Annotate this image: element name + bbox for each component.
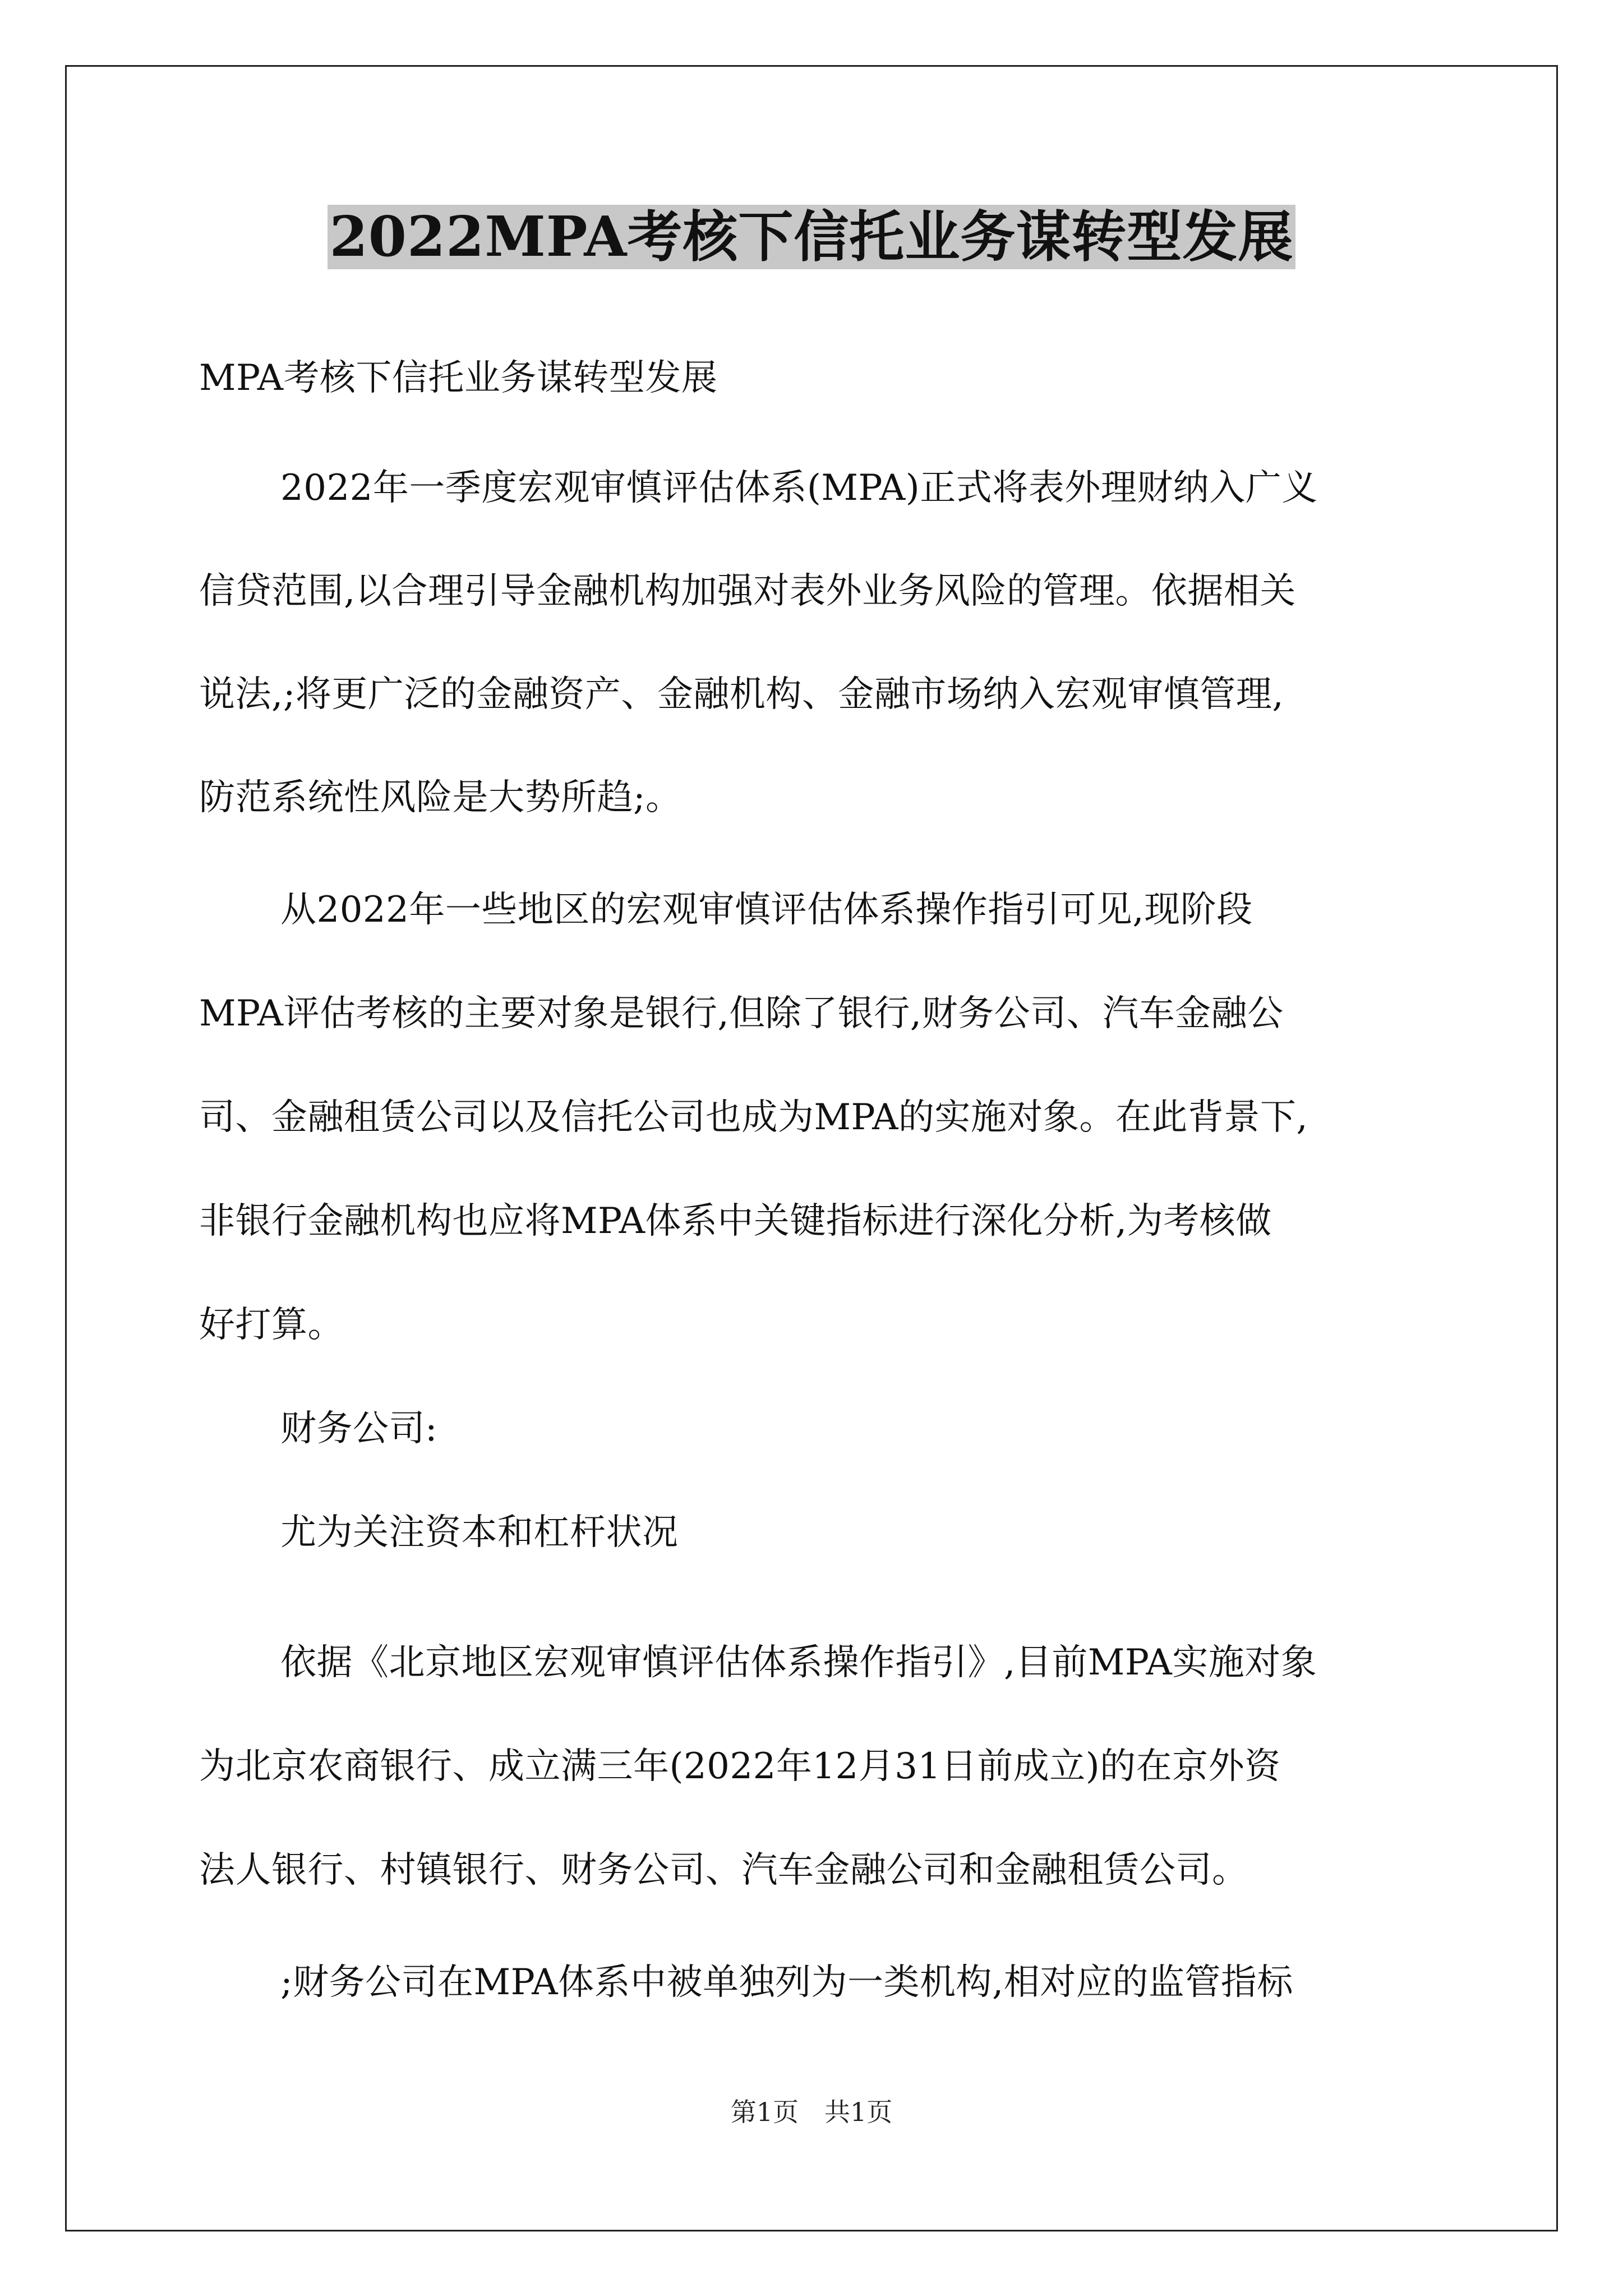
document-title xyxy=(0,195,1623,279)
document-title-text: 2022MPA考核下信托业务谋转型发展 xyxy=(328,205,1296,269)
paragraph-2-line-4: 非银行金融机构也应将MPA体系中关键指标进行深化分析,为考核做 xyxy=(199,1200,1272,1242)
paragraph-2-line-1: 从2022年一些地区的宏观审慎评估体系操作指引可见,现阶段 xyxy=(280,889,1253,931)
page-number-footer: 第1页 共1页 xyxy=(730,2097,893,2127)
paragraph-3-line-1: 财务公司: xyxy=(280,1408,438,1450)
paragraph-1-line-2: 信贷范围,以合理引导金融机构加强对表外业务风险的管理。依据相关 xyxy=(199,570,1296,612)
paragraph-5-line-1: 依据《北京地区宏观审慎评估体系操作指引》,目前MPA实施对象 xyxy=(280,1642,1317,1683)
paragraph-1-line-4: 防范系统性风险是大势所趋;。 xyxy=(199,777,682,818)
paragraph-5-line-2: 为北京农商银行、成立满三年(2022年12月31日前成立)的在京外资 xyxy=(199,1746,1281,1787)
paragraph-4-line-1: 尤为关注资本和杠杆状况 xyxy=(280,1512,679,1553)
paragraph-2-line-2: MPA评估考核的主要对象是银行,但除了银行,财务公司、汽车金融公 xyxy=(199,993,1284,1034)
paragraph-1-line-3: 说法,;将更广泛的金融资产、金融机构、金融市场纳入宏观审慎管理, xyxy=(199,674,1284,715)
paragraph-6-line-1: ;财务公司在MPA体系中被单独列为一类机构,相对应的监管指标 xyxy=(280,1962,1293,2003)
paragraph-2-line-3: 司、金融租赁公司以及信托公司也成为MPA的实施对象。在此背景下, xyxy=(199,1097,1308,1138)
document-subtitle: MPA考核下信托业务谋转型发展 xyxy=(199,357,718,399)
paragraph-2-line-5: 好打算。 xyxy=(199,1304,344,1346)
paragraph-5-line-3: 法人银行、村镇银行、财务公司、汽车金融公司和金融租赁公司。 xyxy=(199,1849,1248,1891)
paragraph-1-line-1: 2022年一季度宏观审慎评估体系(MPA)正式将表外理财纳入广义 xyxy=(280,467,1318,509)
